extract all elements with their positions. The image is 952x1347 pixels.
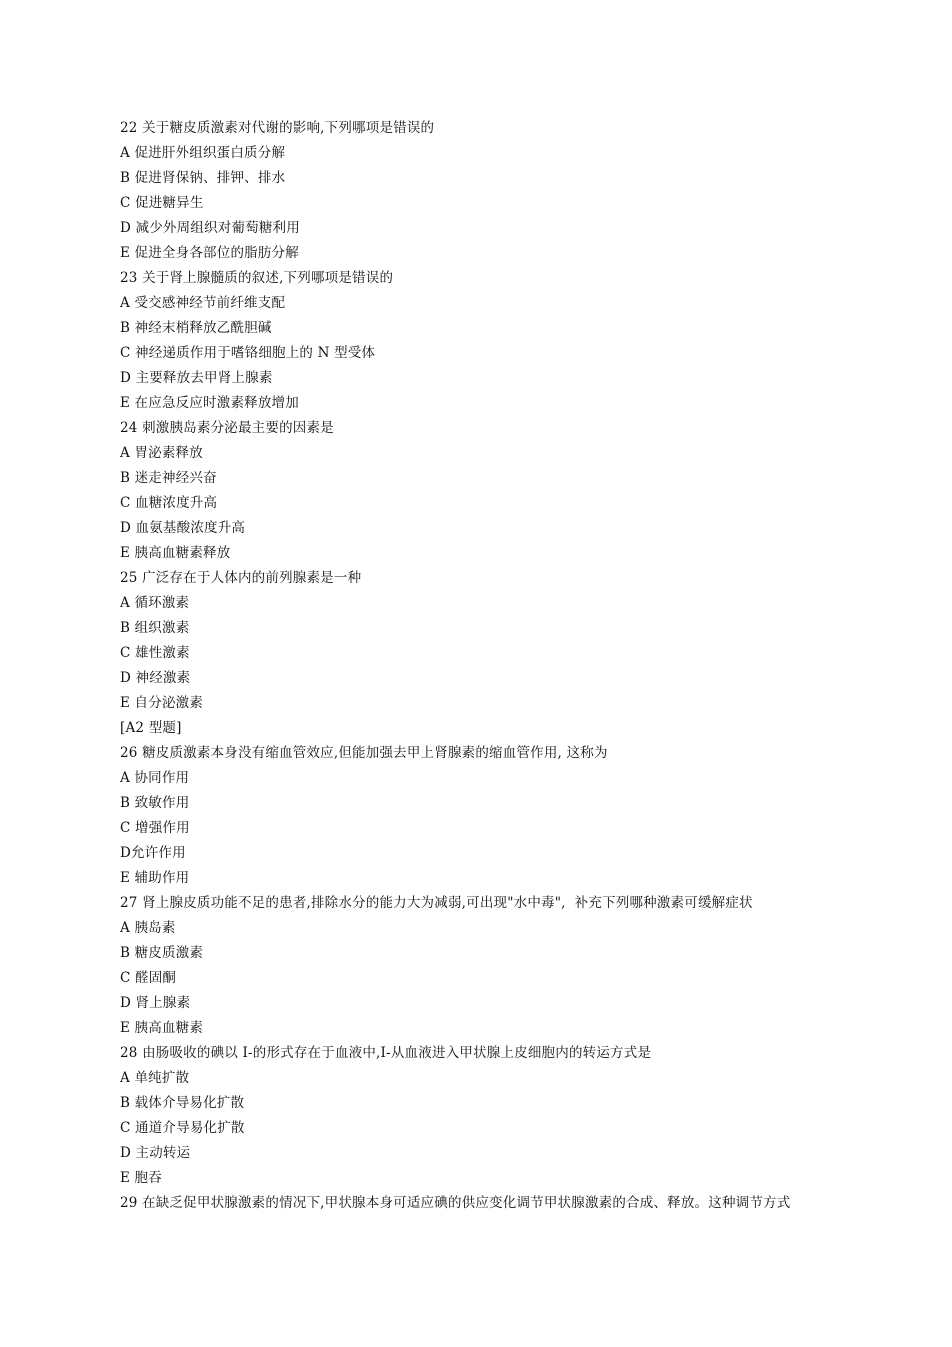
- question-27-option-a: A 胰岛素: [120, 920, 176, 936]
- question-22-option-a: A 促进肝外组织蛋白质分解: [120, 145, 286, 161]
- question-25-option-a: A 循环激素: [120, 595, 190, 611]
- question-25-option-b: B 组织激素: [120, 620, 190, 636]
- question-28-option-c: C 通道介导易化扩散: [120, 1120, 245, 1136]
- question-22-stem: 22 关于糖皮质激素对代谢的影响,下列哪项是错误的: [120, 120, 435, 136]
- question-26-stem: 26 糖皮质激素本身没有缩血管效应,但能加强去甲上肾腺素的缩血管作用, 这称为: [120, 745, 608, 761]
- question-22-option-e: E 促进全身各部位的脂肪分解: [120, 245, 299, 261]
- question-26-option-d: D允许作用: [120, 845, 186, 861]
- question-28-option-b: B 载体介导易化扩散: [120, 1095, 245, 1111]
- question-23-option-c: C 神经递质作用于嗜铬细胞上的 N 型受体: [120, 345, 376, 361]
- question-29-stem: 29 在缺乏促甲状腺激素的情况下,甲状腺本身可适应碘的供应变化调节甲状腺激素的合成、释放。这种调节方式: [120, 1195, 791, 1211]
- question-28-option-a: A 单纯扩散: [120, 1070, 190, 1086]
- question-25-stem: 25 广泛存在于人体内的前列腺素是一种: [120, 570, 362, 586]
- question-26-option-c: C 增强作用: [120, 820, 190, 836]
- question-24-option-b: B 迷走神经兴奋: [120, 470, 217, 486]
- question-23-option-a: A 受交感神经节前纤维支配: [120, 295, 286, 311]
- question-27-stem: 27 肾上腺皮质功能不足的患者,排除水分的能力大为减弱,可出现"水中毒", 补充下列哪种激素可缓解症状: [120, 895, 753, 911]
- question-23-option-d: D 主要释放去甲肾上腺素: [120, 370, 273, 386]
- question-26-option-e: E 辅助作用: [120, 870, 190, 886]
- question-27-option-e: E 胰高血糖素: [120, 1020, 204, 1036]
- question-27-option-d: D 肾上腺素: [120, 995, 191, 1011]
- question-22-option-d: D 减少外周组织对葡萄糖利用: [120, 220, 300, 236]
- question-27-option-b: B 糖皮质激素: [120, 945, 204, 961]
- question-23-stem: 23 关于肾上腺髓质的叙述,下列哪项是错误的: [120, 270, 394, 286]
- question-25-option-c: C 雄性激素: [120, 645, 190, 661]
- question-25-option-e: E 自分泌激素: [120, 695, 204, 711]
- question-24-option-c: C 血糖浓度升高: [120, 495, 218, 511]
- question-24-option-a: A 胃泌素释放: [120, 445, 203, 461]
- question-25-option-d: D 神经激素: [120, 670, 191, 686]
- question-22-option-c: C 促进糖异生: [120, 195, 204, 211]
- question-22-option-b: B 促进肾保钠、排钾、排水: [120, 170, 286, 186]
- question-24-option-d: D 血氨基酸浓度升高: [120, 520, 246, 536]
- question-26-option-b: B 致敏作用: [120, 795, 190, 811]
- question-23-option-e: E 在应急反应时激素释放增加: [120, 395, 299, 411]
- question-24-stem: 24 刺激胰岛素分泌最主要的因素是: [120, 420, 334, 436]
- question-28-option-d: D 主动转运: [120, 1145, 191, 1161]
- section-heading-a2: [A2 型题]: [120, 720, 182, 736]
- question-26-option-a: A 协同作用: [120, 770, 190, 786]
- document-page: [120, 116, 900, 1216]
- question-27-option-c: C 醛固酮: [120, 970, 177, 986]
- question-23-option-b: B 神经末梢释放乙酰胆碱: [120, 320, 272, 336]
- question-28-option-e: E 胞吞: [120, 1170, 162, 1186]
- question-28-stem: 28 由肠吸收的碘以 I-的形式存在于血液中,I-从血液进入甲状腺上皮细胞内的转运方式是: [120, 1045, 652, 1061]
- question-24-option-e: E 胰高血糖素释放: [120, 545, 231, 561]
